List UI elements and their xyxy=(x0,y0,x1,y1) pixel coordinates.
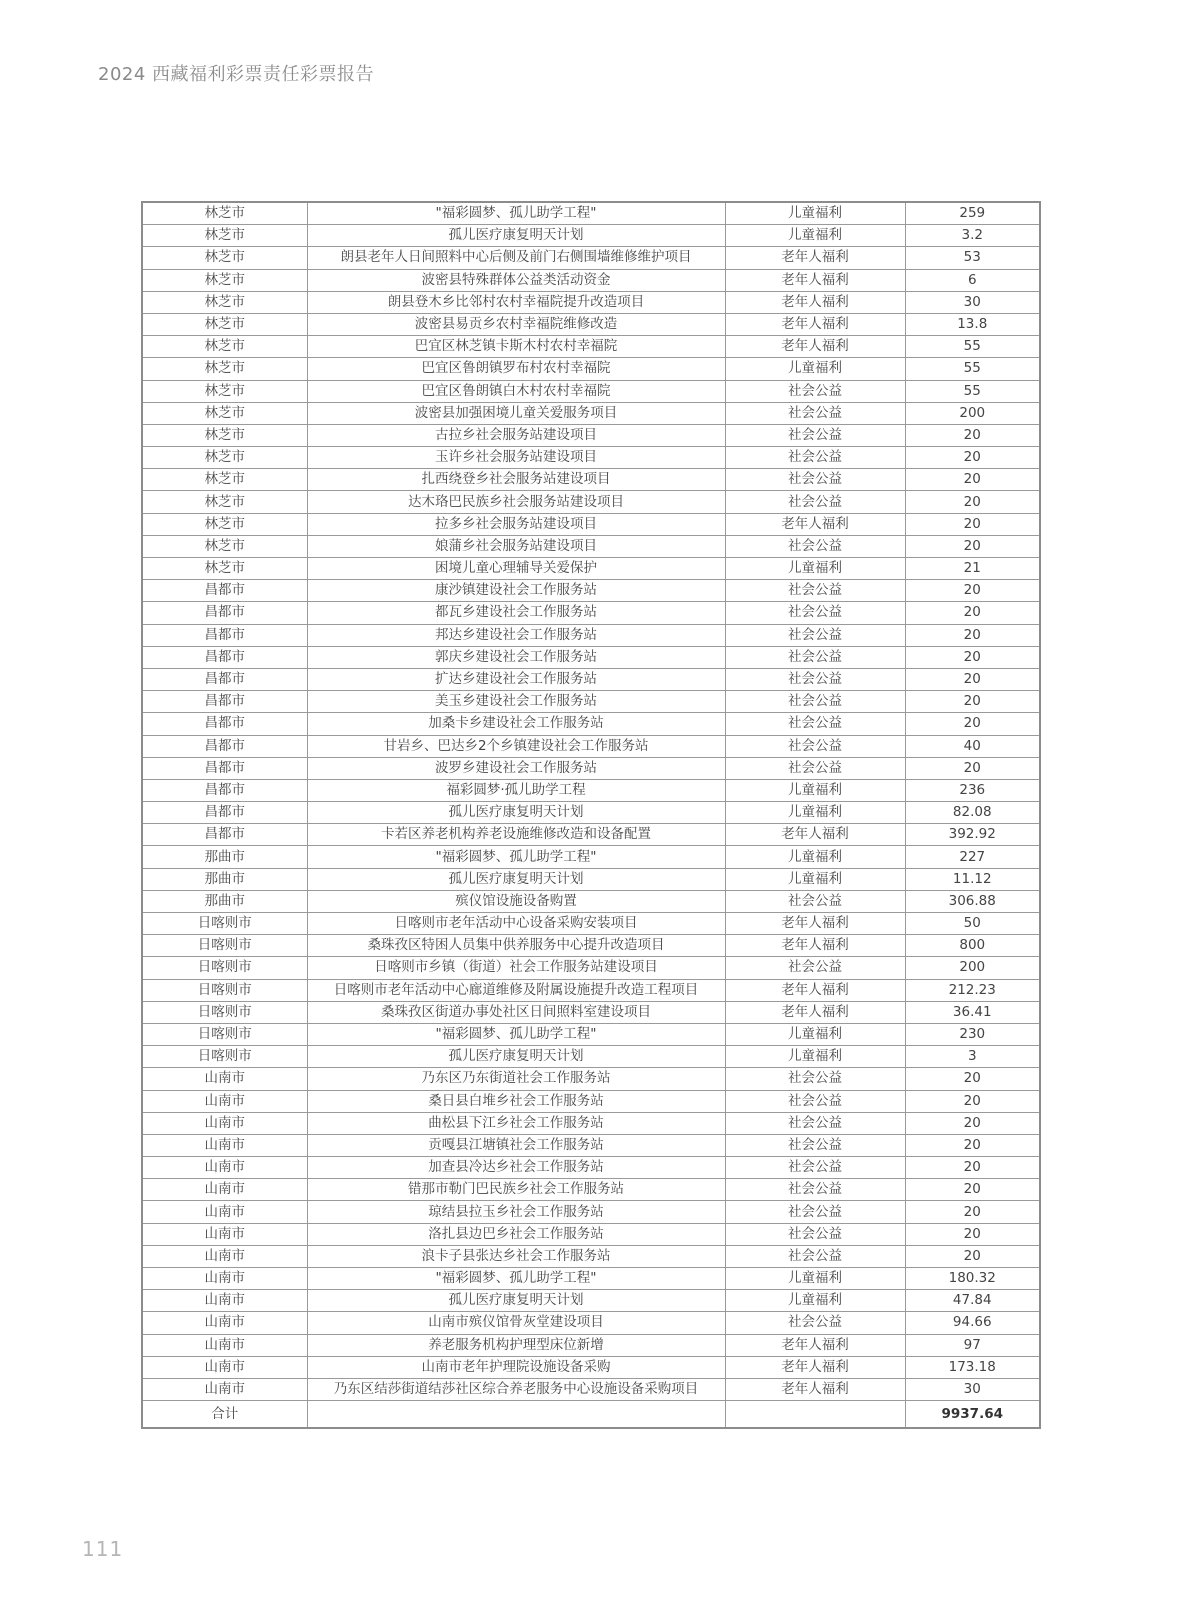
category-cell: 社会公益 xyxy=(725,1201,905,1223)
table-row xyxy=(142,735,1040,757)
table-row xyxy=(142,1157,1040,1179)
region-cell: 林芝市 xyxy=(142,247,307,269)
table-row xyxy=(142,1046,1040,1068)
project-name-cell: 桑日县白堆乡社会工作服务站 xyxy=(307,1090,725,1112)
amount-cell: 20 xyxy=(905,1068,1040,1090)
project-name-cell: 浪卡子县张达乡社会工作服务站 xyxy=(307,1245,725,1267)
table-row xyxy=(142,757,1040,779)
amount-cell: 55 xyxy=(905,358,1040,380)
table-row xyxy=(142,247,1040,269)
category-cell: 社会公益 xyxy=(725,1223,905,1245)
project-name-cell: 加查县冷达乡社会工作服务站 xyxy=(307,1157,725,1179)
category-cell: 儿童福利 xyxy=(725,1023,905,1045)
amount-cell: 306.88 xyxy=(905,890,1040,912)
region-cell: 山南市 xyxy=(142,1090,307,1112)
category-cell: 社会公益 xyxy=(725,1179,905,1201)
project-name-cell: 巴宜区鲁朗镇罗布村农村幸福院 xyxy=(307,358,725,380)
category-cell: 社会公益 xyxy=(725,735,905,757)
project-name-cell: 殡仪馆设施设备购置 xyxy=(307,890,725,912)
project-name-cell: 朗县登木乡比邻村农村幸福院提升改造项目 xyxy=(307,291,725,313)
amount-cell: 200 xyxy=(905,402,1040,424)
amount-cell: 20 xyxy=(905,1112,1040,1134)
total-empty-cell xyxy=(725,1401,905,1429)
table-row xyxy=(142,1290,1040,1312)
amount-cell: 227 xyxy=(905,846,1040,868)
total-empty-cell xyxy=(307,1401,725,1429)
project-name-cell: 古拉乡社会服务站建设项目 xyxy=(307,424,725,446)
project-name-cell: 玉许乡社会服务站建设项目 xyxy=(307,447,725,469)
project-name-cell: 拉多乡社会服务站建设项目 xyxy=(307,513,725,535)
category-cell: 社会公益 xyxy=(725,890,905,912)
project-name-cell: 波密县加强困境儿童关爱服务项目 xyxy=(307,402,725,424)
category-cell: 老年人福利 xyxy=(725,291,905,313)
project-name-cell: 加桑卡乡建设社会工作服务站 xyxy=(307,713,725,735)
amount-cell: 20 xyxy=(905,1179,1040,1201)
category-cell: 儿童福利 xyxy=(725,558,905,580)
amount-cell: 13.8 xyxy=(905,313,1040,335)
region-cell: 昌都市 xyxy=(142,602,307,624)
amount-cell: 82.08 xyxy=(905,802,1040,824)
table-row xyxy=(142,1334,1040,1356)
amount-cell: 97 xyxy=(905,1334,1040,1356)
region-cell: 林芝市 xyxy=(142,535,307,557)
category-cell: 社会公益 xyxy=(725,1090,905,1112)
region-cell: 山南市 xyxy=(142,1312,307,1334)
amount-cell: 200 xyxy=(905,957,1040,979)
region-cell: 山南市 xyxy=(142,1134,307,1156)
region-cell: 昌都市 xyxy=(142,646,307,668)
project-name-cell: 美玉乡建设社会工作服务站 xyxy=(307,691,725,713)
project-name-cell: 困境儿童心理辅导关爱保护 xyxy=(307,558,725,580)
category-cell: 老年人福利 xyxy=(725,1378,905,1400)
table-row xyxy=(142,402,1040,424)
region-cell: 林芝市 xyxy=(142,491,307,513)
amount-cell: 30 xyxy=(905,291,1040,313)
category-cell: 儿童福利 xyxy=(725,1290,905,1312)
table-row xyxy=(142,935,1040,957)
project-funding-table xyxy=(141,201,1041,1429)
region-cell: 那曲市 xyxy=(142,846,307,868)
project-name-cell: 郭庆乡建设社会工作服务站 xyxy=(307,646,725,668)
table-row xyxy=(142,1268,1040,1290)
project-name-cell: 康沙镇建设社会工作服务站 xyxy=(307,580,725,602)
table-row xyxy=(142,802,1040,824)
project-name-cell: 巴宜区鲁朗镇白木村农村幸福院 xyxy=(307,380,725,402)
project-name-cell: 波密县易贡乡农村幸福院维修改造 xyxy=(307,313,725,335)
amount-cell: 20 xyxy=(905,1201,1040,1223)
amount-cell: 55 xyxy=(905,336,1040,358)
amount-cell: 94.66 xyxy=(905,1312,1040,1334)
category-cell: 社会公益 xyxy=(725,624,905,646)
category-cell: 老年人福利 xyxy=(725,313,905,335)
region-cell: 林芝市 xyxy=(142,469,307,491)
category-cell: 社会公益 xyxy=(725,602,905,624)
category-cell: 社会公益 xyxy=(725,957,905,979)
project-name-cell: 甘岩乡、巴达乡2个乡镇建设社会工作服务站 xyxy=(307,735,725,757)
amount-cell: 800 xyxy=(905,935,1040,957)
category-cell: 社会公益 xyxy=(725,757,905,779)
project-name-cell: 扩达乡建设社会工作服务站 xyxy=(307,668,725,690)
category-cell: 老年人福利 xyxy=(725,979,905,1001)
table-row xyxy=(142,336,1040,358)
category-cell: 社会公益 xyxy=(725,1068,905,1090)
table-row xyxy=(142,890,1040,912)
region-cell: 林芝市 xyxy=(142,402,307,424)
project-name-cell: 日喀则市乡镇（街道）社会工作服务站建设项目 xyxy=(307,957,725,979)
region-cell: 昌都市 xyxy=(142,779,307,801)
project-name-cell: 孤儿医疗康复明天计划 xyxy=(307,868,725,890)
category-cell: 社会公益 xyxy=(725,713,905,735)
amount-cell: 53 xyxy=(905,247,1040,269)
project-name-cell: 扎西绕登乡社会服务站建设项目 xyxy=(307,469,725,491)
region-cell: 山南市 xyxy=(142,1378,307,1400)
amount-cell: 3 xyxy=(905,1046,1040,1068)
project-name-cell: 孤儿医疗康复明天计划 xyxy=(307,225,725,247)
project-name-cell: 桑珠孜区特困人员集中供养服务中心提升改造项目 xyxy=(307,935,725,957)
table-row xyxy=(142,602,1040,624)
amount-cell: 20 xyxy=(905,1090,1040,1112)
project-name-cell: 波密县特殊群体公益类活动资金 xyxy=(307,269,725,291)
amount-cell: 20 xyxy=(905,1223,1040,1245)
category-cell: 儿童福利 xyxy=(725,802,905,824)
table-row xyxy=(142,779,1040,801)
category-cell: 老年人福利 xyxy=(725,269,905,291)
table-row xyxy=(142,1090,1040,1112)
region-cell: 山南市 xyxy=(142,1201,307,1223)
region-cell: 林芝市 xyxy=(142,313,307,335)
table-row xyxy=(142,1179,1040,1201)
table-row xyxy=(142,624,1040,646)
table-row xyxy=(142,580,1040,602)
project-name-cell: 乃东区乃东街道社会工作服务站 xyxy=(307,1068,725,1090)
project-name-cell: 邦达乡建设社会工作服务站 xyxy=(307,624,725,646)
category-cell: 老年人福利 xyxy=(725,1334,905,1356)
total-label-cell: 合计 xyxy=(142,1401,307,1429)
category-cell: 社会公益 xyxy=(725,380,905,402)
project-name-cell: 孤儿医疗康复明天计划 xyxy=(307,1046,725,1068)
region-cell: 林芝市 xyxy=(142,225,307,247)
region-cell: 山南市 xyxy=(142,1334,307,1356)
region-cell: 山南市 xyxy=(142,1179,307,1201)
table-row xyxy=(142,957,1040,979)
category-cell: 老年人福利 xyxy=(725,1356,905,1378)
region-cell: 那曲市 xyxy=(142,868,307,890)
amount-cell: 55 xyxy=(905,380,1040,402)
project-name-cell: "福彩圆梦、孤儿助学工程" xyxy=(307,1023,725,1045)
category-cell: 社会公益 xyxy=(725,1312,905,1334)
table-row xyxy=(142,713,1040,735)
table-row xyxy=(142,225,1040,247)
project-name-cell: 波罗乡建设社会工作服务站 xyxy=(307,757,725,779)
region-cell: 山南市 xyxy=(142,1157,307,1179)
table-row xyxy=(142,979,1040,1001)
table-row xyxy=(142,358,1040,380)
category-cell: 社会公益 xyxy=(725,580,905,602)
region-cell: 山南市 xyxy=(142,1112,307,1134)
project-name-cell: 孤儿医疗康复明天计划 xyxy=(307,802,725,824)
project-name-cell: 琼结县拉玉乡社会工作服务站 xyxy=(307,1201,725,1223)
region-cell: 林芝市 xyxy=(142,513,307,535)
project-name-cell: "福彩圆梦、孤儿助学工程" xyxy=(307,1268,725,1290)
category-cell: 儿童福利 xyxy=(725,1268,905,1290)
category-cell: 儿童福利 xyxy=(725,225,905,247)
category-cell: 儿童福利 xyxy=(725,846,905,868)
region-cell: 林芝市 xyxy=(142,358,307,380)
table-row xyxy=(142,1068,1040,1090)
amount-cell: 259 xyxy=(905,202,1040,225)
project-name-cell: 孤儿医疗康复明天计划 xyxy=(307,1290,725,1312)
region-cell: 日喀则市 xyxy=(142,979,307,1001)
table-row xyxy=(142,313,1040,335)
category-cell: 儿童福利 xyxy=(725,868,905,890)
category-cell: 社会公益 xyxy=(725,1112,905,1134)
project-name-cell: 娘蒲乡社会服务站建设项目 xyxy=(307,535,725,557)
table-row xyxy=(142,1201,1040,1223)
amount-cell: 36.41 xyxy=(905,1001,1040,1023)
region-cell: 山南市 xyxy=(142,1068,307,1090)
project-name-cell: 贡嘎县江塘镇社会工作服务站 xyxy=(307,1134,725,1156)
category-cell: 社会公益 xyxy=(725,491,905,513)
region-cell: 昌都市 xyxy=(142,668,307,690)
region-cell: 昌都市 xyxy=(142,757,307,779)
category-cell: 老年人福利 xyxy=(725,824,905,846)
amount-cell: 20 xyxy=(905,447,1040,469)
category-cell: 社会公益 xyxy=(725,668,905,690)
amount-cell: 20 xyxy=(905,491,1040,513)
category-cell: 社会公益 xyxy=(725,691,905,713)
table-row xyxy=(142,380,1040,402)
project-name-cell: 都瓦乡建设社会工作服务站 xyxy=(307,602,725,624)
table-row xyxy=(142,202,1040,225)
category-cell: 老年人福利 xyxy=(725,336,905,358)
amount-cell: 392.92 xyxy=(905,824,1040,846)
region-cell: 林芝市 xyxy=(142,291,307,313)
amount-cell: 20 xyxy=(905,1157,1040,1179)
table-row xyxy=(142,846,1040,868)
region-cell: 山南市 xyxy=(142,1268,307,1290)
amount-cell: 20 xyxy=(905,1134,1040,1156)
region-cell: 日喀则市 xyxy=(142,935,307,957)
project-name-cell: 桑珠孜区街道办事处社区日间照料室建设项目 xyxy=(307,1001,725,1023)
project-name-cell: 福彩圆梦·孤儿助学工程 xyxy=(307,779,725,801)
table-row xyxy=(142,913,1040,935)
table-row xyxy=(142,513,1040,535)
amount-cell: 30 xyxy=(905,1378,1040,1400)
amount-cell: 20 xyxy=(905,469,1040,491)
table-row xyxy=(142,1134,1040,1156)
category-cell: 社会公益 xyxy=(725,1134,905,1156)
project-name-cell: 日喀则市老年活动中心廊道维修及附属设施提升改造工程项目 xyxy=(307,979,725,1001)
region-cell: 昌都市 xyxy=(142,735,307,757)
total-row xyxy=(142,1401,1040,1429)
region-cell: 林芝市 xyxy=(142,424,307,446)
region-cell: 昌都市 xyxy=(142,580,307,602)
page-number: 111 xyxy=(82,1537,124,1561)
amount-cell: 173.18 xyxy=(905,1356,1040,1378)
region-cell: 昌都市 xyxy=(142,824,307,846)
project-name-cell: 曲松县下江乡社会工作服务站 xyxy=(307,1112,725,1134)
amount-cell: 20 xyxy=(905,757,1040,779)
project-name-cell: 洛扎县边巴乡社会工作服务站 xyxy=(307,1223,725,1245)
project-name-cell: 卡若区养老机构养老设施维修改造和设备配置 xyxy=(307,824,725,846)
category-cell: 社会公益 xyxy=(725,402,905,424)
region-cell: 昌都市 xyxy=(142,713,307,735)
region-cell: 日喀则市 xyxy=(142,957,307,979)
amount-cell: 212.23 xyxy=(905,979,1040,1001)
region-cell: 林芝市 xyxy=(142,269,307,291)
amount-cell: 20 xyxy=(905,691,1040,713)
region-cell: 林芝市 xyxy=(142,202,307,225)
project-name-cell: 错那市勒门巴民族乡社会工作服务站 xyxy=(307,1179,725,1201)
amount-cell: 20 xyxy=(905,646,1040,668)
amount-cell: 20 xyxy=(905,424,1040,446)
category-cell: 社会公益 xyxy=(725,447,905,469)
amount-cell: 47.84 xyxy=(905,1290,1040,1312)
table-row xyxy=(142,535,1040,557)
table-row xyxy=(142,269,1040,291)
table-row xyxy=(142,1001,1040,1023)
table-row xyxy=(142,291,1040,313)
region-cell: 山南市 xyxy=(142,1223,307,1245)
table-row xyxy=(142,1312,1040,1334)
category-cell: 社会公益 xyxy=(725,535,905,557)
category-cell: 儿童福利 xyxy=(725,1046,905,1068)
project-name-cell: 山南市老年护理院设施设备采购 xyxy=(307,1356,725,1378)
table-row xyxy=(142,1245,1040,1267)
amount-cell: 20 xyxy=(905,713,1040,735)
amount-cell: 20 xyxy=(905,602,1040,624)
amount-cell: 20 xyxy=(905,668,1040,690)
table-row xyxy=(142,424,1040,446)
category-cell: 老年人福利 xyxy=(725,513,905,535)
region-cell: 昌都市 xyxy=(142,624,307,646)
table-row xyxy=(142,824,1040,846)
table-row xyxy=(142,558,1040,580)
table-row xyxy=(142,646,1040,668)
project-name-cell: 养老服务机构护理型床位新增 xyxy=(307,1334,725,1356)
category-cell: 老年人福利 xyxy=(725,935,905,957)
region-cell: 山南市 xyxy=(142,1356,307,1378)
total-amount-cell: 9937.64 xyxy=(905,1401,1040,1429)
category-cell: 老年人福利 xyxy=(725,913,905,935)
table-row xyxy=(142,691,1040,713)
amount-cell: 20 xyxy=(905,580,1040,602)
category-cell: 社会公益 xyxy=(725,1245,905,1267)
region-cell: 山南市 xyxy=(142,1245,307,1267)
table-row xyxy=(142,868,1040,890)
project-name-cell: "福彩圆梦、孤儿助学工程" xyxy=(307,846,725,868)
category-cell: 社会公益 xyxy=(725,646,905,668)
region-cell: 那曲市 xyxy=(142,890,307,912)
project-name-cell: 朗县老年人日间照料中心后侧及前门右侧围墙维修维护项目 xyxy=(307,247,725,269)
project-name-cell: 山南市殡仪馆骨灰堂建设项目 xyxy=(307,1312,725,1334)
project-name-cell: 乃东区结莎街道结莎社区综合养老服务中心设施设备采购项目 xyxy=(307,1378,725,1400)
project-name-cell: 达木珞巴民族乡社会服务站建设项目 xyxy=(307,491,725,513)
report-header-title: 2024 西藏福利彩票责任彩票报告 xyxy=(98,64,375,85)
region-cell: 林芝市 xyxy=(142,447,307,469)
project-name-cell: "福彩圆梦、孤儿助学工程" xyxy=(307,202,725,225)
amount-cell: 20 xyxy=(905,624,1040,646)
amount-cell: 40 xyxy=(905,735,1040,757)
category-cell: 社会公益 xyxy=(725,469,905,491)
region-cell: 昌都市 xyxy=(142,691,307,713)
region-cell: 日喀则市 xyxy=(142,1023,307,1045)
table-row xyxy=(142,491,1040,513)
amount-cell: 21 xyxy=(905,558,1040,580)
region-cell: 林芝市 xyxy=(142,380,307,402)
table-row xyxy=(142,447,1040,469)
table-row xyxy=(142,1112,1040,1134)
table-body xyxy=(142,202,1040,1428)
region-cell: 日喀则市 xyxy=(142,1001,307,1023)
table-row xyxy=(142,469,1040,491)
amount-cell: 20 xyxy=(905,535,1040,557)
amount-cell: 3.2 xyxy=(905,225,1040,247)
table-row xyxy=(142,1023,1040,1045)
table-row xyxy=(142,1223,1040,1245)
amount-cell: 236 xyxy=(905,779,1040,801)
amount-cell: 230 xyxy=(905,1023,1040,1045)
region-cell: 山南市 xyxy=(142,1290,307,1312)
category-cell: 儿童福利 xyxy=(725,779,905,801)
region-cell: 林芝市 xyxy=(142,558,307,580)
table-row xyxy=(142,668,1040,690)
category-cell: 社会公益 xyxy=(725,1157,905,1179)
category-cell: 老年人福利 xyxy=(725,247,905,269)
region-cell: 日喀则市 xyxy=(142,913,307,935)
table-row xyxy=(142,1356,1040,1378)
region-cell: 昌都市 xyxy=(142,802,307,824)
amount-cell: 20 xyxy=(905,513,1040,535)
category-cell: 儿童福利 xyxy=(725,202,905,225)
amount-cell: 20 xyxy=(905,1245,1040,1267)
region-cell: 日喀则市 xyxy=(142,1046,307,1068)
project-name-cell: 巴宜区林芝镇卡斯木村农村幸福院 xyxy=(307,336,725,358)
project-name-cell: 日喀则市老年活动中心设备采购安装项目 xyxy=(307,913,725,935)
amount-cell: 180.32 xyxy=(905,1268,1040,1290)
amount-cell: 6 xyxy=(905,269,1040,291)
table-row xyxy=(142,1378,1040,1400)
category-cell: 儿童福利 xyxy=(725,358,905,380)
amount-cell: 50 xyxy=(905,913,1040,935)
amount-cell: 11.12 xyxy=(905,868,1040,890)
category-cell: 老年人福利 xyxy=(725,1001,905,1023)
category-cell: 社会公益 xyxy=(725,424,905,446)
region-cell: 林芝市 xyxy=(142,336,307,358)
